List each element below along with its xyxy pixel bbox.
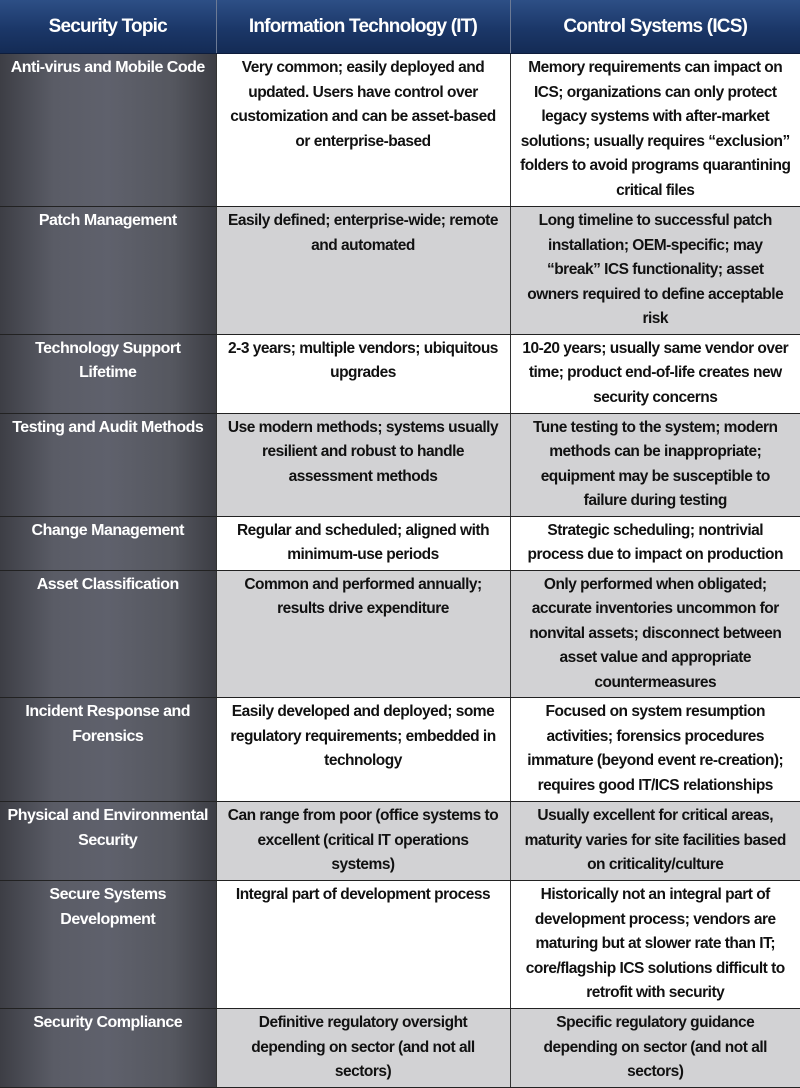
table-row <box>0 516 800 570</box>
topic-cell: Asset Classification <box>0 570 216 698</box>
table-row <box>0 1009 800 1088</box>
header-control-systems: Control Systems (ICS) <box>510 0 800 54</box>
topic-cell: Security Compliance <box>0 1009 216 1088</box>
topic-cell: Patch Management <box>0 207 216 335</box>
ics-cell: Long timeline to successful patch installation; OEM-specific; may “break” ICS functionality; asset owners required to define acceptable risk <box>510 207 800 335</box>
table-row <box>0 207 800 335</box>
ics-cell: Focused on system resumption activities; forensics procedures immature (beyond event re-creation); requires good IT/ICS relationships <box>510 698 800 802</box>
table-row <box>0 334 800 413</box>
table-row <box>0 802 800 881</box>
ics-cell: Usually excellent for critical areas, maturity varies for site facilities based on criticality/culture <box>510 802 800 881</box>
ics-cell: 10-20 years; usually same vendor over time; product end-of-life creates new security concerns <box>510 334 800 413</box>
it-cell: Can range from poor (office systems to excellent (critical IT operations systems) <box>216 802 510 881</box>
it-cell: Easily defined; enterprise-wide; remote and automated <box>216 207 510 335</box>
topic-cell: Testing and Audit Methods <box>0 413 216 516</box>
topic-cell: Anti-virus and Mobile Code <box>0 54 216 207</box>
it-cell: Regular and scheduled; aligned with minimum-use periods <box>216 516 510 570</box>
it-cell: Common and performed annually; results drive expenditure <box>216 570 510 698</box>
header-row <box>0 0 800 54</box>
topic-cell: Secure Systems Development <box>0 881 216 1009</box>
topic-cell: Change Management <box>0 516 216 570</box>
ics-cell: Strategic scheduling; nontrivial process due to impact on production <box>510 516 800 570</box>
ics-cell: Specific regulatory guidance depending on sector (and not all sectors) <box>510 1009 800 1088</box>
topic-cell: Physical and Environmental Security <box>0 802 216 881</box>
ics-cell: Historically not an integral part of development process; vendors are maturing but at slower rate than IT; core/flagship ICS solutions difficult to retrofit with security <box>510 881 800 1009</box>
table-row <box>0 413 800 516</box>
topic-cell: Incident Response and Forensics <box>0 698 216 802</box>
topic-cell: Technology Support Lifetime <box>0 334 216 413</box>
ics-cell: Only performed when obligated; accurate inventories uncommon for nonvital assets; disconnect between asset value and appropriate countermeasures <box>510 570 800 698</box>
it-cell: Easily developed and deployed; some regulatory requirements; embedded in technology <box>216 698 510 802</box>
it-cell: Definitive regulatory oversight depending on sector (and not all sectors) <box>216 1009 510 1088</box>
table-row <box>0 698 800 802</box>
header-information-technology: Information Technology (IT) <box>216 0 510 54</box>
it-cell: Use modern methods; systems usually resilient and robust to handle assessment methods <box>216 413 510 516</box>
ics-cell: Tune testing to the system; modern methods can be inappropriate; equipment may be susceptible to failure during testing <box>510 413 800 516</box>
table-row <box>0 881 800 1009</box>
table-row <box>0 54 800 207</box>
header-security-topic: Security Topic <box>0 0 216 54</box>
ics-cell: Memory requirements can impact on ICS; organizations can only protect legacy systems with after-market solutions; usually requires “exclusion” folders to avoid programs quarantining critical files <box>510 54 800 207</box>
table-row <box>0 570 800 698</box>
it-cell: Very common; easily deployed and updated. Users have control over customization and can be asset-based or enterprise-based <box>216 54 510 207</box>
it-cell: Integral part of development process <box>216 881 510 1009</box>
it-cell: 2-3 years; multiple vendors; ubiquitous upgrades <box>216 334 510 413</box>
